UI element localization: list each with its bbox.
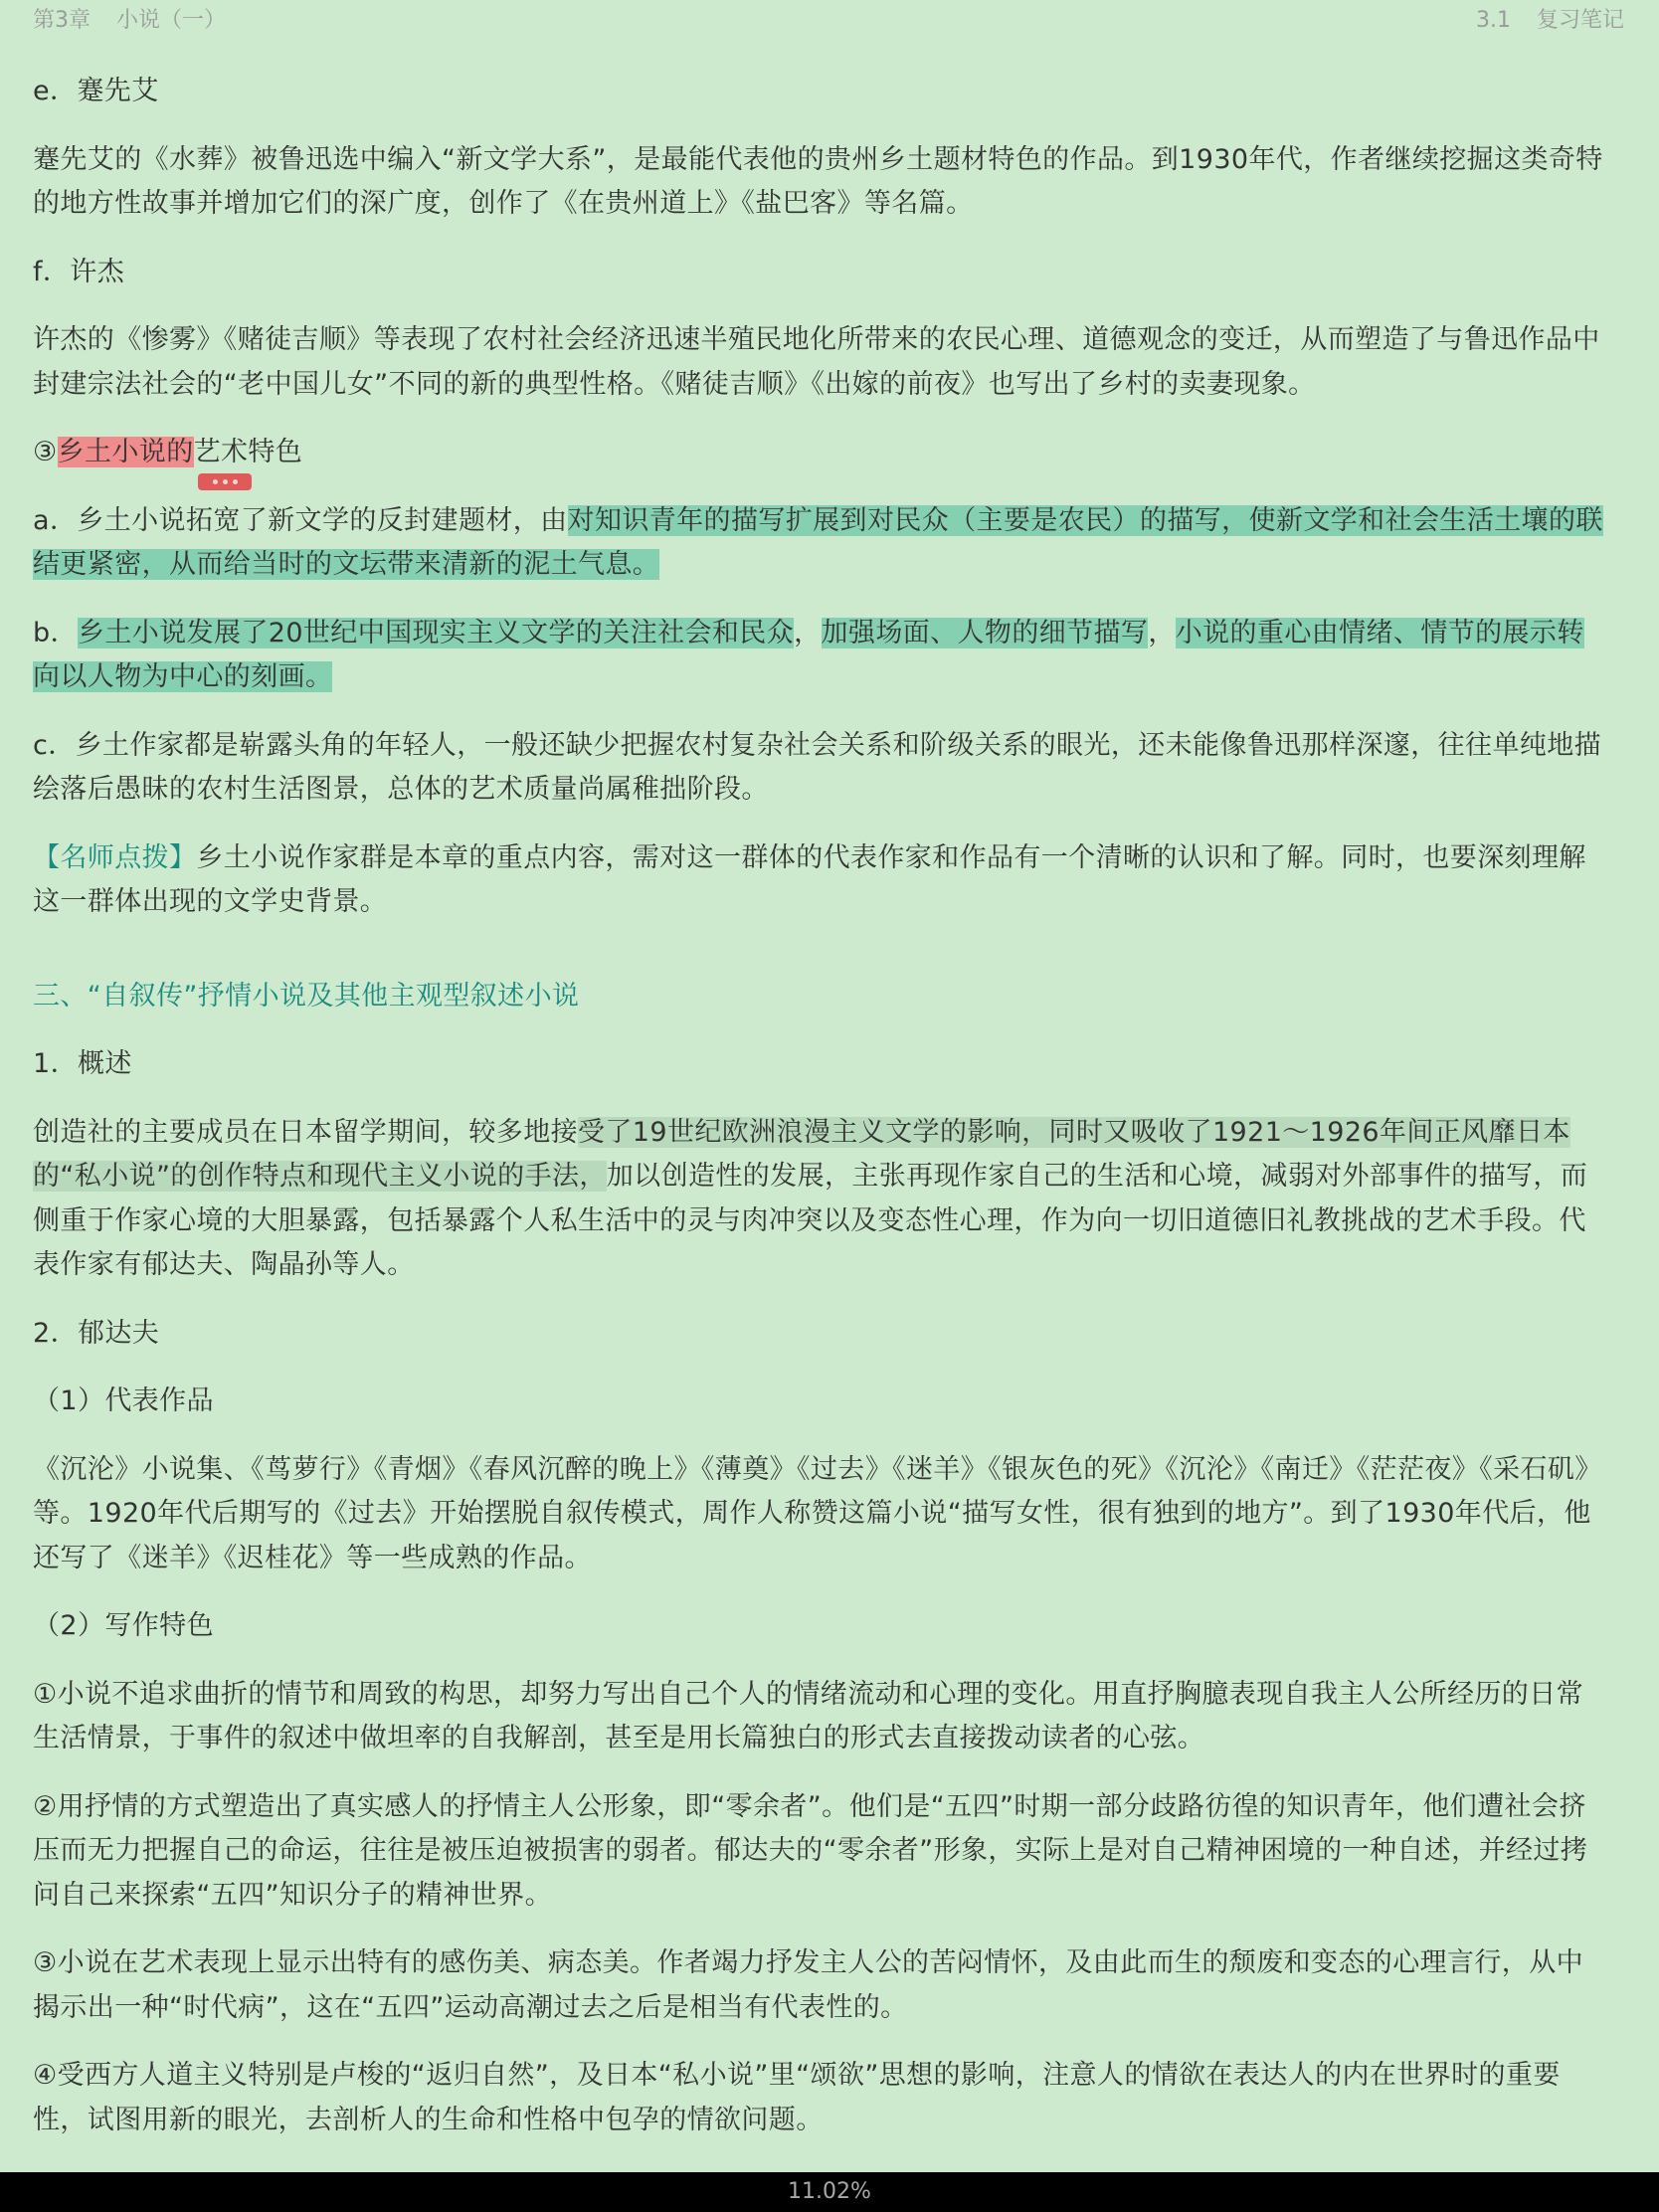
separator: ，: [794, 617, 822, 648]
more-dots-icon: [233, 479, 238, 484]
paragraph-works: 《沉沦》小说集、《茑萝行》《青烟》《春风沉醉的晚上》《薄奠》《过去》《迷羊》《银灰色的死》《沉沦》《南迁》《茫茫夜》《采石矶》等。1920年代后期写的《过去》开始摆脱自叙传模式，周作人称赞这篇小说“描写女性，很有独到的地方”。到了1930年代后，他还写了《迷羊》《迟桂花》等一些成熟的作品。: [33, 1453, 1602, 1573]
feature-item: ①小说不追求曲折的情节和周致的构思，却努力写出自己个人的情绪流动和心理的变化。用直抒胸臆表现自我主人公所经历的日常生活情景，于事件的叙述中做坦率的自我解剖，甚至是用长篇独白的形式去直接拨动读者的心弦。: [33, 1678, 1584, 1753]
heading-features: （2）写作特色: [33, 1610, 214, 1641]
feature-item: ②用抒情的方式塑造出了真实感人的抒情主人公形象，即“零余者”。他们是“五四”时期一部分歧路彷徨的知识青年，他们遭社会挤压而无力把握自己的命运，往往是被压迫被损害的弱者。郁达夫的“零余者”形象，实际上是对自己精神困境的一种自述，并经过拷问自己来探索“五四”知识分子的精神世界。: [33, 1790, 1588, 1911]
reader-content[interactable]: [33, 70, 1606, 2166]
heading-rest: 艺术特色: [193, 437, 303, 467]
paragraph-art-c: c．乡土作家都是崭露头角的年轻人，一般还缺少把握农村复杂社会关系和阶级关系的眼光，还未能像鲁迅那样深邃，往往单纯地描绘落后愚昧的农村生活图景，总体的艺术质量尚属稚拙阶段。: [33, 729, 1602, 805]
highlight-green[interactable]: 加强场面、人物的细节描写: [821, 617, 1149, 648]
heading-art-features: [33, 431, 1606, 475]
paragraph-e: 蹇先艾的《水葬》被鲁迅选中编入“新文学大系”，是最能代表他的贵州乡土题材特色的作品。到1930年代，作者继续挖掘这类奇特的地方性故事并增加它们的深广度，创作了《在贵州道上》《盐巴客》等名篇。: [33, 143, 1603, 219]
chapter-title: 小说（一）: [116, 8, 227, 33]
heading-f: f．许杰: [33, 256, 125, 287]
paragraph-art-b: [33, 612, 1606, 700]
tip-text: 乡土小说作家群是本章的重点内容，需对这一群体的代表作家和作品有一个清晰的认识和了解。同时，也要深刻理解这一群体出现的文学史背景。: [33, 841, 1586, 917]
heading-e: e．蹇先艾: [33, 76, 159, 106]
feature-item: ④受西方人道主义特别是卢梭的“返归自然”，及日本“私小说”里“颂欲”思想的影响，注意人的情欲在表达人的内在世界时的重要性，试图用新的眼光，去剖析人的生命和性格中包孕的情欲问题。: [33, 2060, 1561, 2135]
progress-bar: [0, 2172, 1659, 2212]
section-heading: 三、“自叙传”抒情小说及其他主观型叙述小说: [33, 980, 580, 1012]
section-title: 复习笔记: [1536, 8, 1624, 33]
highlight-more-button[interactable]: [198, 473, 252, 490]
reading-progress: 11.02%: [788, 2179, 871, 2204]
paragraph-f: 许杰的《惨雾》《赌徒吉顺》等表现了农村社会经济迅速半殖民地化所带来的农民心理、道德观念的变迁，从而塑造了与鲁迅作品中封建宗法社会的“老中国儿女”不同的新的典型性格。《赌徒吉顺》《出嫁的前夜》也写出了乡村的卖妻现象。: [33, 324, 1600, 400]
highlight-gray[interactable]: 受了19世纪欧洲浪漫主义文学的影响，同时又吸收了1921～1926年间正风靡日本的“私小说”的创作特点和现代主义小说的手法，: [33, 1116, 1570, 1192]
paragraph-overview: [33, 1111, 1606, 1288]
teacher-tip: [33, 836, 1606, 925]
section-number: 3.1: [1475, 8, 1511, 33]
chapter-number: 第3章: [33, 8, 91, 33]
heading-overview: 1．概述: [33, 1048, 132, 1079]
plain-text: a．乡土小说拓宽了新文学的反封建题材，由: [33, 504, 568, 536]
plain-text: 加以创造性的发展，主张再现作家自己的生活和心境，减弱对外部事件的描写，而侧重于作家心境的大胆暴露，包括暴露个人私生活中的灵与肉冲突以及变态性心理，作为向一切旧道德旧礼教挑战的艺术手段。代表作家有郁达夫、陶晶孙等人。: [33, 1161, 1588, 1280]
highlight-green[interactable]: 小说的重心由情绪、情节的展示转向以人物为中心的刻画。: [33, 617, 1584, 692]
tip-label: 【名师点拨】: [33, 841, 197, 873]
more-dots-icon: [213, 479, 218, 484]
more-dots-icon: [223, 479, 228, 484]
highlight-green[interactable]: 对知识青年的描写扩展到对民众（主要是农民）的描写，使新文学和社会生活土壤的联结更紧密，从而给当时的文坛带来清新的泥土气息。: [33, 504, 1603, 580]
plain-text: 创造社的主要成员在日本留学期间，较多地接: [33, 1116, 578, 1148]
highlight-green[interactable]: 乡土小说发展了20世纪中国现实主义文学的关注社会和民众: [77, 617, 795, 648]
circled-number: ③: [33, 437, 58, 467]
paragraph-art-a: [33, 499, 1606, 588]
separator: ，: [1148, 617, 1176, 648]
item-label: b．: [33, 617, 78, 648]
running-header: [0, 0, 1659, 42]
chapter-header: [33, 0, 226, 42]
heading-yu-dafu: 2．郁达夫: [33, 1317, 160, 1349]
section-header: [1476, 0, 1624, 42]
feature-item: ③小说在艺术表现上显示出特有的感伤美、病态美。作者竭力抒发主人公的苦闷情怀，及由此而生的颓废和变态的心理言行，从中揭示出一种“时代病”，这在“五四”运动高潮过去之后是相当有代表性的。: [33, 1947, 1584, 2023]
heading-works: （1）代表作品: [33, 1385, 214, 1416]
selected-highlight-text[interactable]: 乡土小说的: [57, 437, 194, 467]
